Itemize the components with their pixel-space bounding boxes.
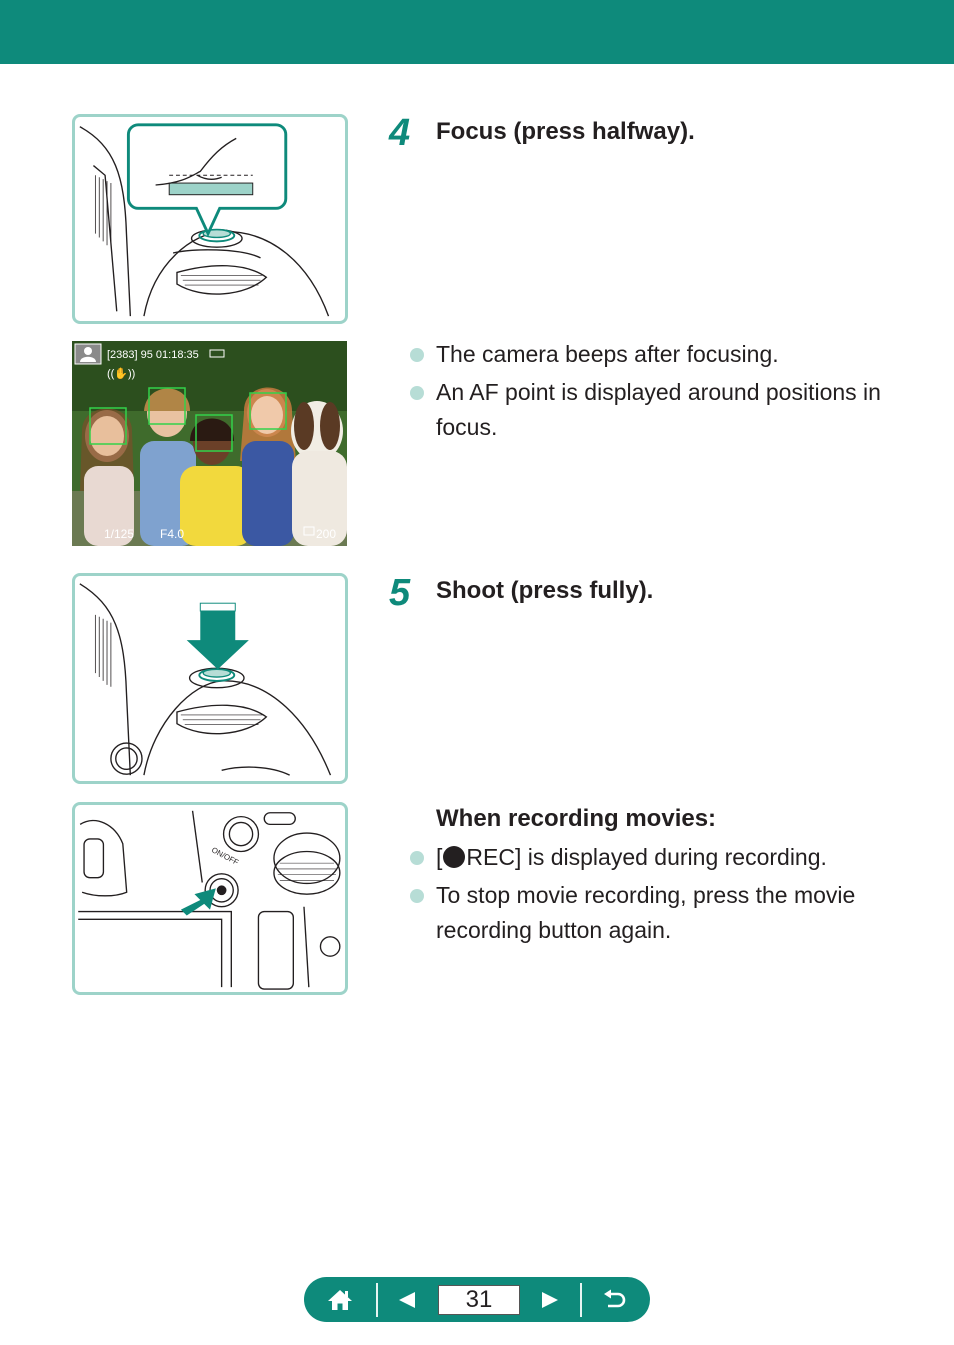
page-navigation xyxy=(304,1277,650,1322)
photo-info-top: [2383] 95 01:18:35 xyxy=(107,349,199,361)
shutter-speed: 1/125 xyxy=(104,527,135,541)
header-bar xyxy=(0,0,954,64)
stabilizer-icon: ((✋)) xyxy=(107,368,136,380)
nav-separator xyxy=(580,1283,582,1317)
bullet-text: [ xyxy=(436,844,443,870)
bullet-text: To stop movie recording, press the movie recording button again. xyxy=(436,882,856,943)
camera-full-press-drawing xyxy=(75,576,345,781)
list-item xyxy=(410,375,890,445)
home-icon xyxy=(327,1288,353,1312)
step-number-5: 5 xyxy=(389,572,411,614)
list-item xyxy=(410,840,890,875)
next-arrow-icon xyxy=(540,1291,560,1309)
step-5-title: Shoot (press fully). xyxy=(436,577,654,604)
af-photo-drawing xyxy=(72,341,347,546)
bullet-dot xyxy=(410,889,424,903)
movies-bullets xyxy=(410,840,890,951)
illustration-full-press xyxy=(72,573,348,784)
return-button[interactable] xyxy=(582,1277,648,1322)
page-number: 31 xyxy=(438,1285,520,1315)
camera-movie-button-drawing xyxy=(75,805,345,992)
list-item xyxy=(410,878,890,948)
next-page-button[interactable] xyxy=(520,1277,580,1322)
aperture-value: F4.0 xyxy=(160,527,185,541)
return-icon xyxy=(602,1289,628,1311)
record-dot-icon xyxy=(443,846,465,868)
bullet-dot xyxy=(410,851,424,865)
step-number-4: 4 xyxy=(389,112,411,154)
illustration-half-press xyxy=(72,114,348,324)
bullet-text: REC] is displayed during recording. xyxy=(466,844,827,870)
previous-page-button[interactable] xyxy=(378,1277,436,1322)
af-point-photo xyxy=(72,341,347,546)
step-4-bullets xyxy=(410,337,890,448)
bullet-dot xyxy=(410,348,424,362)
step-4-title: Focus (press halfway). xyxy=(436,118,695,145)
bullet-text: An AF point is displayed around positions in focus. xyxy=(436,379,881,440)
bullet-dot xyxy=(410,386,424,400)
home-button[interactable] xyxy=(304,1277,376,1322)
nav-separator xyxy=(376,1283,378,1317)
camera-half-press-drawing xyxy=(75,117,345,321)
illustration-movie-button xyxy=(72,802,348,995)
iso-value: 200 xyxy=(316,527,337,541)
movies-heading: When recording movies: xyxy=(436,805,717,832)
on-off-label: ON/OFF xyxy=(210,845,241,868)
bullet-text: The camera beeps after focusing. xyxy=(436,341,779,367)
prev-arrow-icon xyxy=(397,1291,417,1309)
list-item xyxy=(410,337,890,372)
